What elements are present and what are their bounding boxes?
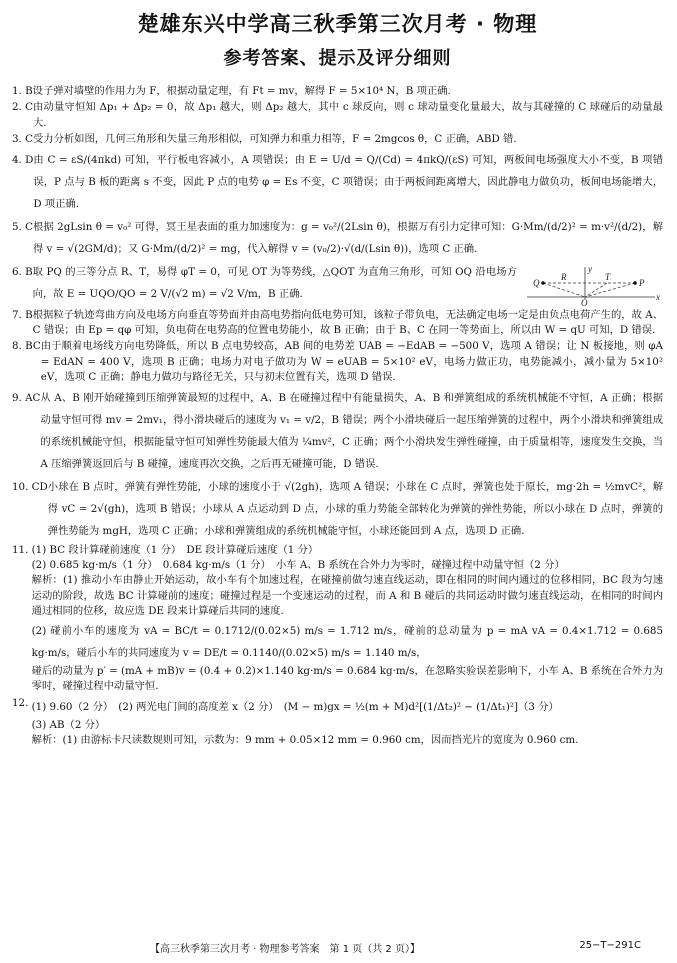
answer-text: (2) 0.685 kg·m/s（1 分） 0.684 kg·m/s（1 分） 小车 A、B 系统在合外力为零时，碰撞过程中动量守恒（2 分） (31, 559, 565, 572)
label-q: Q (533, 277, 540, 288)
point-q (541, 281, 545, 285)
page-title: 楚雄东兴中学高三秋季第三次月考 · 物理 (137, 12, 538, 36)
answer-text: 由动量守恒知 Δp₁ + Δp₂ = 0，故 Δp₁ 越大，则 Δp₂ 越大，其中 c 球反向，则 c 球动量变化量最大，故与其碰撞的 C 球碰后的动量最大. (32, 101, 663, 129)
answer-number: 3. C (12, 133, 33, 146)
answer-number: 1. B (12, 85, 33, 97)
answer-number: 5. C (12, 220, 33, 233)
answer-item-1 (12, 84, 663, 99)
answer-text: (1) 9.60（2 分） (2) 两光电门间的高度差 x（2 分） (M − m)gx = ½(m + M)d²[(1/Δt₂)² − (1/Δt₁)²]（3 分） (31, 700, 559, 713)
answer-text: (3) AB（2 分） (31, 718, 106, 731)
answer-text: 设子弹对墙壁的作用力为 F，根据动量定理，有 Ft = mv，解得 F = 5×10⁴ N，B 项正确. (32, 85, 451, 97)
answer-text: (1) BC 段计算碰前速度（1 分） DE 段计算碰后速度（1 分） (31, 543, 319, 556)
answer-item-11 (12, 543, 663, 695)
answer-item-4 (12, 149, 663, 215)
qo-segment (543, 283, 585, 297)
answer-item-5 (12, 216, 663, 260)
footer-text: 【高三秋季第三次月考 · 物理参考答案 第 1 页（共 2 页）】 (150, 944, 420, 955)
answer-item-9 (12, 387, 663, 475)
answer-text: 解析：(1) 推动小车由静止开始运动，故小车有个加速过程，在碰撞前做匀速直线运动，即在相同的时间内通过的位移相同，BC 段为匀速运动的阶段，故选 BC 计算碰前的速度；碰撞过程是一个变速运动的过程，而 A 和 B 碰后的共同运动时做匀速直线运动，在相同的时间内通过相同的位移，故应选 DE 段来计算碰后共同的速度. (31, 574, 663, 618)
answer-number: 11. (12, 543, 32, 556)
footer-code: 25−T−291C (579, 940, 641, 951)
label-p: P (639, 277, 645, 288)
answer-text: 根据 2gLsin θ = v₀² 可得，冥王星表面的重力加速度为：g = v₀²/(2Lsin θ)，根据万有引力定律可知：G·Mm/(d/2)² = m·v²/(d/2)，解得 v = √(2GM/d)；又 G·Mm/(d/2)² = mg，代入解得 v = (v₀/2)·√(d/(Lsin θ))，选项 C 正确. (32, 220, 663, 255)
answer-item-6 (12, 261, 663, 307)
label-o: O (581, 297, 588, 307)
answer-item-2 (12, 100, 663, 131)
answer-number: 8. BC (12, 340, 41, 353)
answer-number: 7. B (12, 308, 33, 321)
answer-text: 受力分析如图，几何三角形和矢量三角形相似，可知弹力和重力相等，F = 2mgcos θ，C 正确，ABD 错. (32, 133, 517, 146)
answer-text: 由于顺着电场线方向电势降低，所以 B 点电势较高，AB 间的电势差 UAB = −EdAB = −500 V，选项 A 错误；让 N 板接地，则 φA = EdAN = 400 V，选项 B 正确；电场力对电子做功为 W = eUAB = 5×10² eV，电场力做正功，电势能减小，减小量为 5×10² eV，选项 C 正确；静电力做功与路径无关，只与初末位置有关，选项 D 错误. (40, 340, 663, 384)
answer-text: (2) 碰前小车的速度为 vA = BC/t = 0.1712/(0.02×5) m/s = 1.712 m/s，碰前的总动量为 p = mA vA = 0.4×1.712 = 0.685 kg·m/s，碰后小车的共同速度为 v = DE/t = 0.1140/(0.02×5) m/s = 1.140 m/s， (31, 624, 663, 659)
answer-number: 9. AC (12, 391, 41, 404)
answer-number: 2. C (12, 101, 33, 114)
answer-item-3 (12, 132, 663, 147)
answer-text: 小球在 B 点时，弹簧有弹性势能，小球的速度小于 √(2gh)，选项 A 错误；小球在 C 点时，弹簧也处于原长，mg·2h = ½mvC²，解得 vC = 2√(gh)，选项 B 错误；小球从 A 点运动到 D 点，小球的重力势能全部转化为弹簧的弹性势能，所以小球在 D 点时，弹簧的弹性势能为 mgH，选项 C 正确；小球和弹簧组成的系统机械能守恒，小球还能回到 A 点，选项 D 正确. (47, 480, 663, 537)
answer-number: 12. (12, 696, 32, 709)
answer-text: 解析：(1) 由游标卡尺读数规则可知，示数为：9 mm + 0.05×12 mm = 0.960 cm，因而挡光片的宽度为 0.960 cm. (31, 733, 579, 746)
po-segment (585, 283, 635, 297)
answer-text: 根据粒子轨迹弯曲方向及电场方向垂直等势面并由高电势指向低电势可知，该粒子带负电，无法确定电场一定是由负点电荷产生的，故 A、C 错误；由 Ep = qφ 可知，负电荷在电势高的位置电势能小，故 B 正确；由于 B、C 在同一等势面上，所以由 W = qU 可知，D 错误. (32, 308, 663, 337)
answer-item-10 (12, 476, 663, 542)
answer-text: 碰后的动量为 p′ = (mA + mB)v = (0.4 + 0.2)×1.140 kg·m/s = 0.684 kg·m/s，在忽略实验误差影响下，小车 A、B 系统在合外力为零时，碰撞过程中动量守恒. (31, 664, 663, 693)
answer-item-12 (12, 696, 663, 749)
page-subtitle: 参考答案、提示及评分细则 (223, 48, 452, 69)
equipotential-diagram (523, 263, 663, 307)
answer-text: 取 PQ 的三等分点 R、T，易得 φT = 0，可见 OT 为等势线，△QOT 为直角三角形，可知 OQ 沿电场方向，故 E = UQO/QO = 2 V/(√2 m) = √2 V/m，B 正确. (32, 265, 517, 300)
page-footer (0, 940, 677, 955)
to-segment (585, 283, 607, 297)
answer-item-8 (12, 339, 663, 385)
point-p (633, 281, 637, 285)
answer-text: 由 C = εS/(4πkd) 可知，平行板电容减小，A 项错误；由 E = U/d = Q/(Cd) = 4πkQ/(εS) 可知，两板间电场强度大小不变，B 项错误，P 点与 B 板的距离 s 不变，因此 P 点的电势 φ = Es 不变，C 项错误；由于两板间距离增大，因此静电力做负功，板间电场能增大，D 项正确. (33, 153, 663, 210)
answer-number: 10. CD (12, 480, 48, 493)
answer-item-7 (12, 308, 663, 339)
answer-text: 从 A、B 刚开始碰撞到压缩弹簧最短的过程中，A、B 在碰撞过程中有能量损失，A、B 和弹簧组成的系统机械能不守恒，A 正确；根据动量守恒可得 mv = 2mv₁，得小滑块碰后的速度为 v₁ = v/2，B 错误；两个小滑块碰后一起压缩弹簧的过程中，两个小滑块和弹簧组成的系统机械能守恒，根据能量守恒可知弹性势能最大值为 ¼mv²，C 正确；两个小滑块发生弹性碰撞，由于质量相等，速度发生交换，当 A 压缩弹簧返回后与 B 碰撞，速度再次交换，之后再无碰撞可能，D 错误. (40, 391, 663, 470)
label-r: R (561, 271, 567, 282)
label-t: T (605, 271, 611, 282)
label-y: y (588, 263, 592, 274)
answer-number: 6. B (12, 265, 33, 278)
label-x: x (656, 291, 660, 302)
answer-number: 4. D (12, 153, 34, 166)
